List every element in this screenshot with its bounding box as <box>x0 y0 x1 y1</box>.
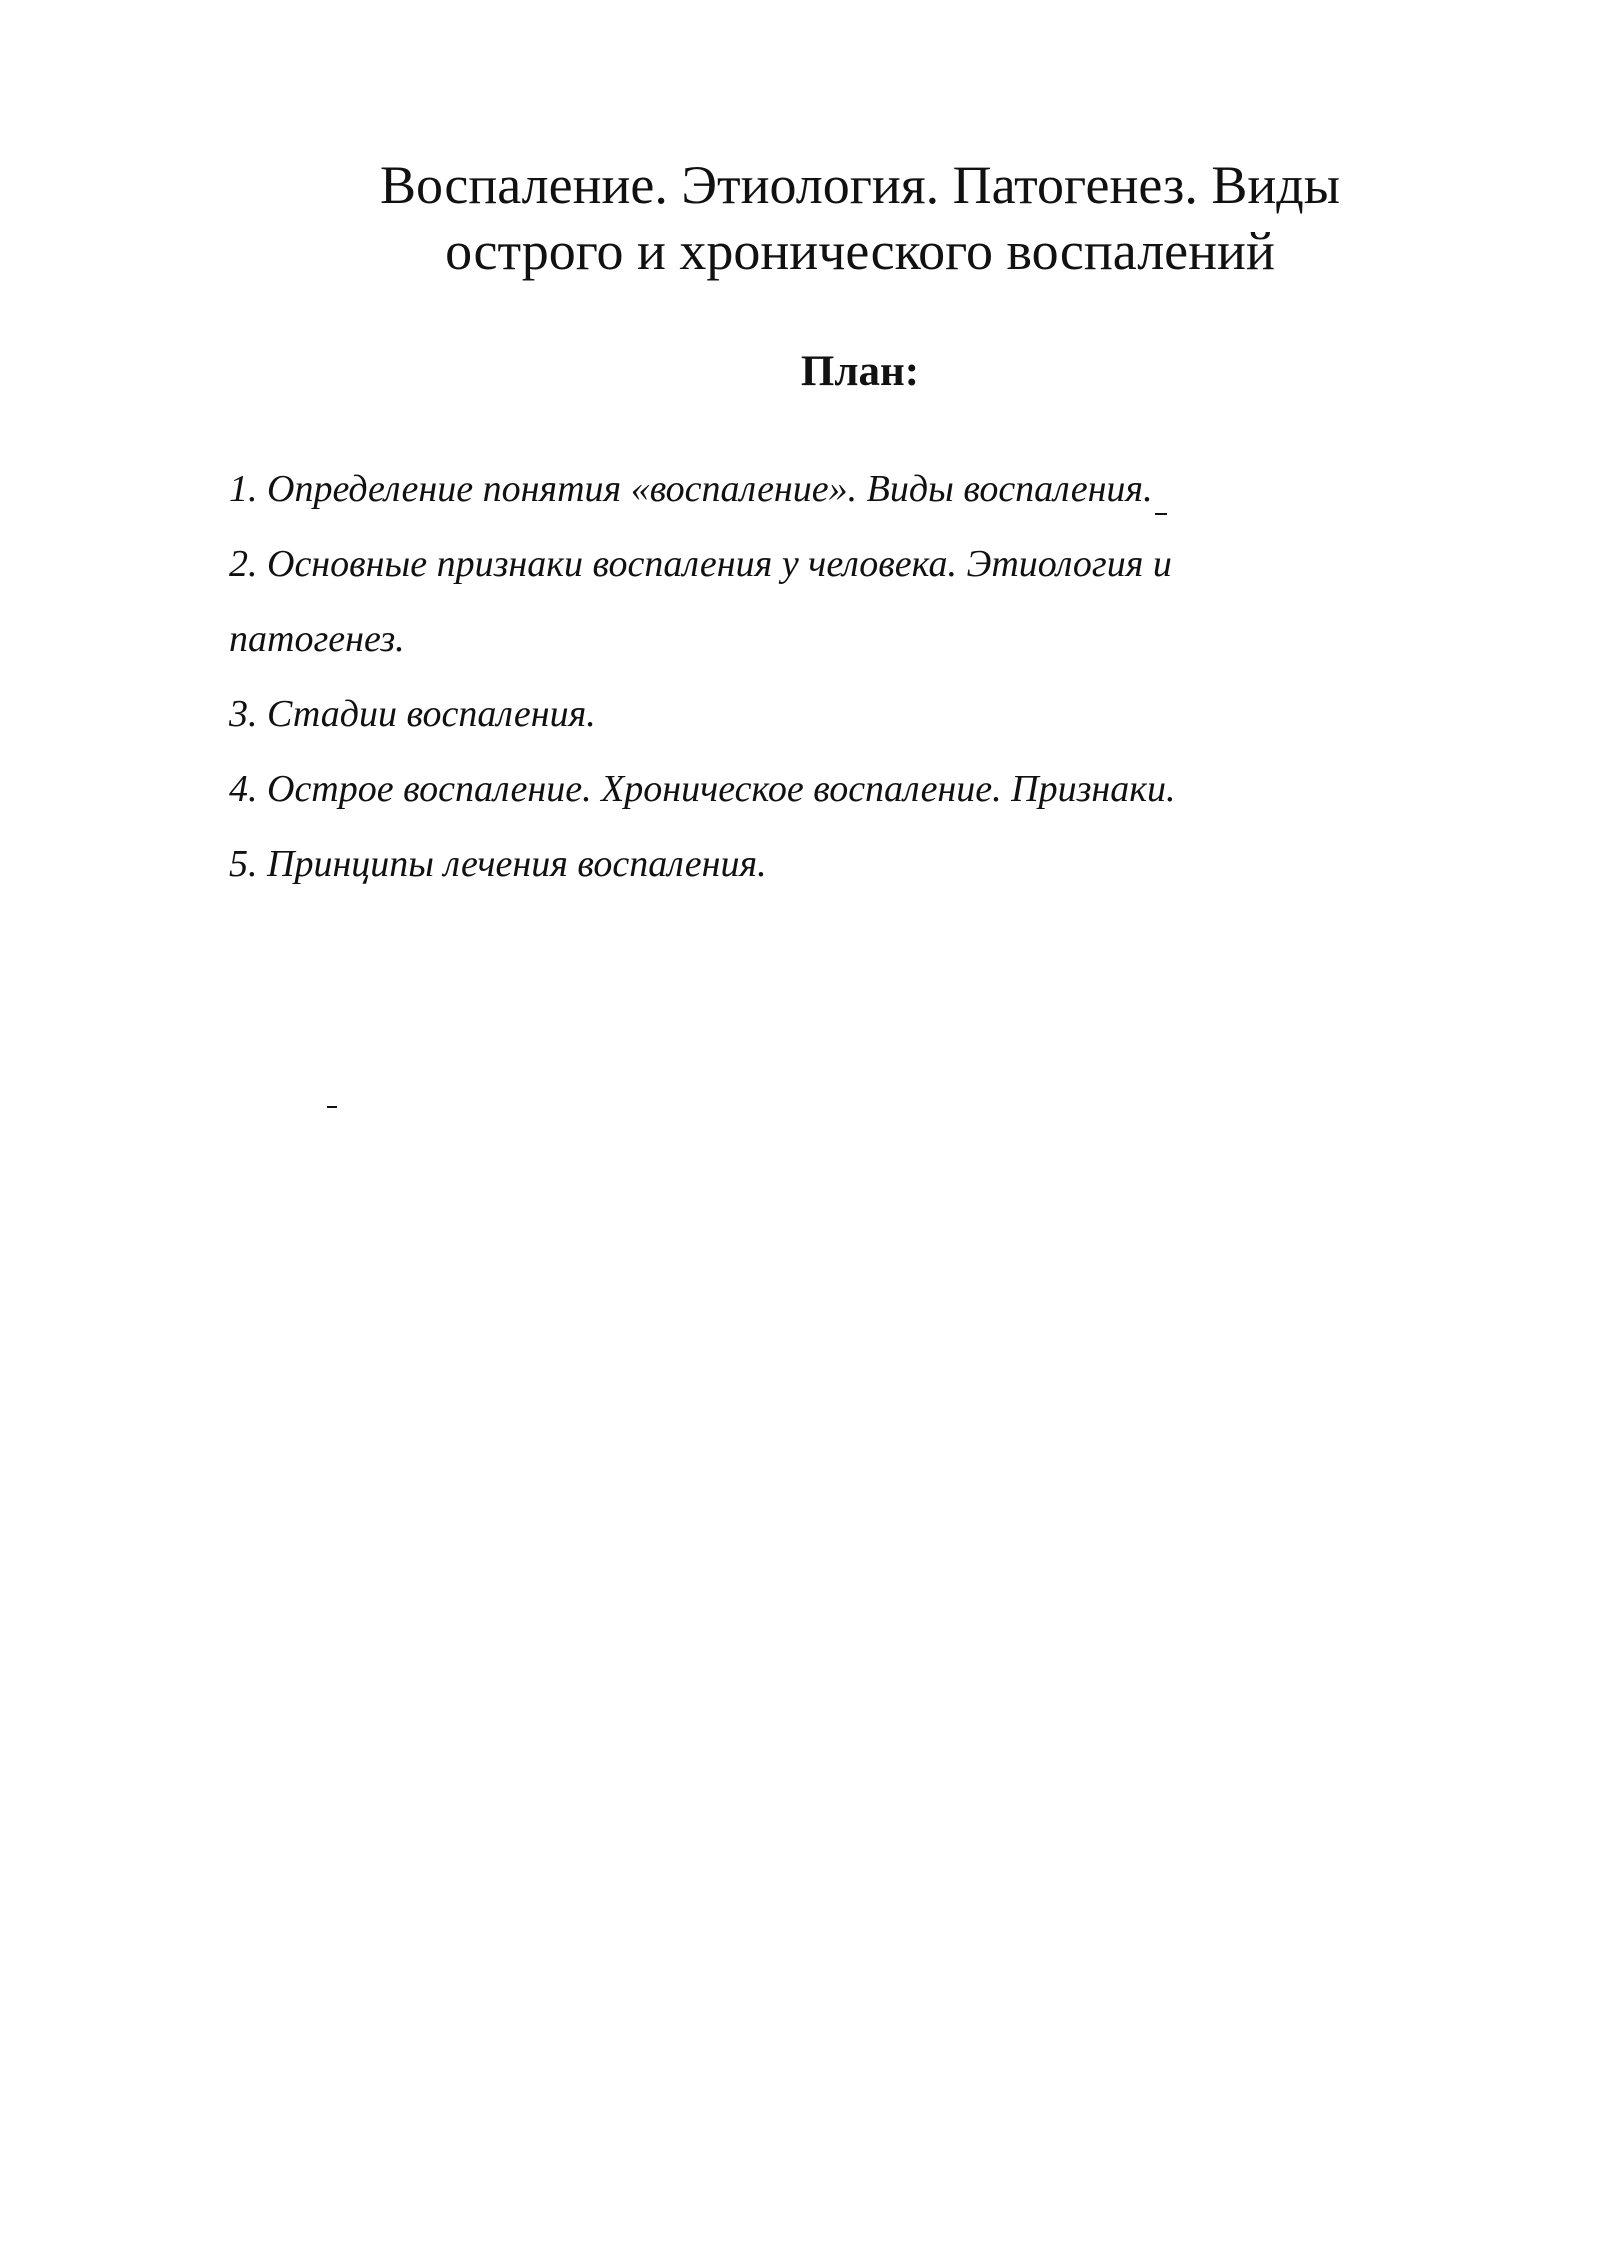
plan-list <box>229 452 1429 902</box>
plan-item-text: 3. Стадии воспаления. <box>229 693 596 735</box>
stray-dash-mark <box>327 1106 337 1108</box>
plan-item-text: 4. Острое воспаление. Хроническое воспаление. Признаки. <box>229 768 1176 810</box>
plan-item-continuation <box>229 602 1429 677</box>
plan-item <box>229 452 1429 527</box>
page-title <box>260 152 1460 284</box>
plan-item <box>229 677 1429 752</box>
title-line-1: Воспаление. Этиология. Патогенез. Виды <box>379 155 1340 215</box>
plan-item-text: 5. Принципы лечения воспаления. <box>229 843 767 885</box>
plan-item <box>229 527 1429 602</box>
plan-item-text: 1. Определение понятия «воспаление». Виды воспаления. <box>229 468 1153 510</box>
plan-heading: План: <box>800 348 920 395</box>
plan-item <box>229 827 1429 902</box>
underscore-mark <box>1155 513 1167 515</box>
title-line-2: острого и хронического воспалений <box>445 221 1275 281</box>
plan-item-text: патогенез. <box>229 618 405 660</box>
plan-item-text: 2. Основные признаки воспаления у человека. Этиология и <box>229 543 1172 585</box>
plan-item <box>229 752 1429 827</box>
